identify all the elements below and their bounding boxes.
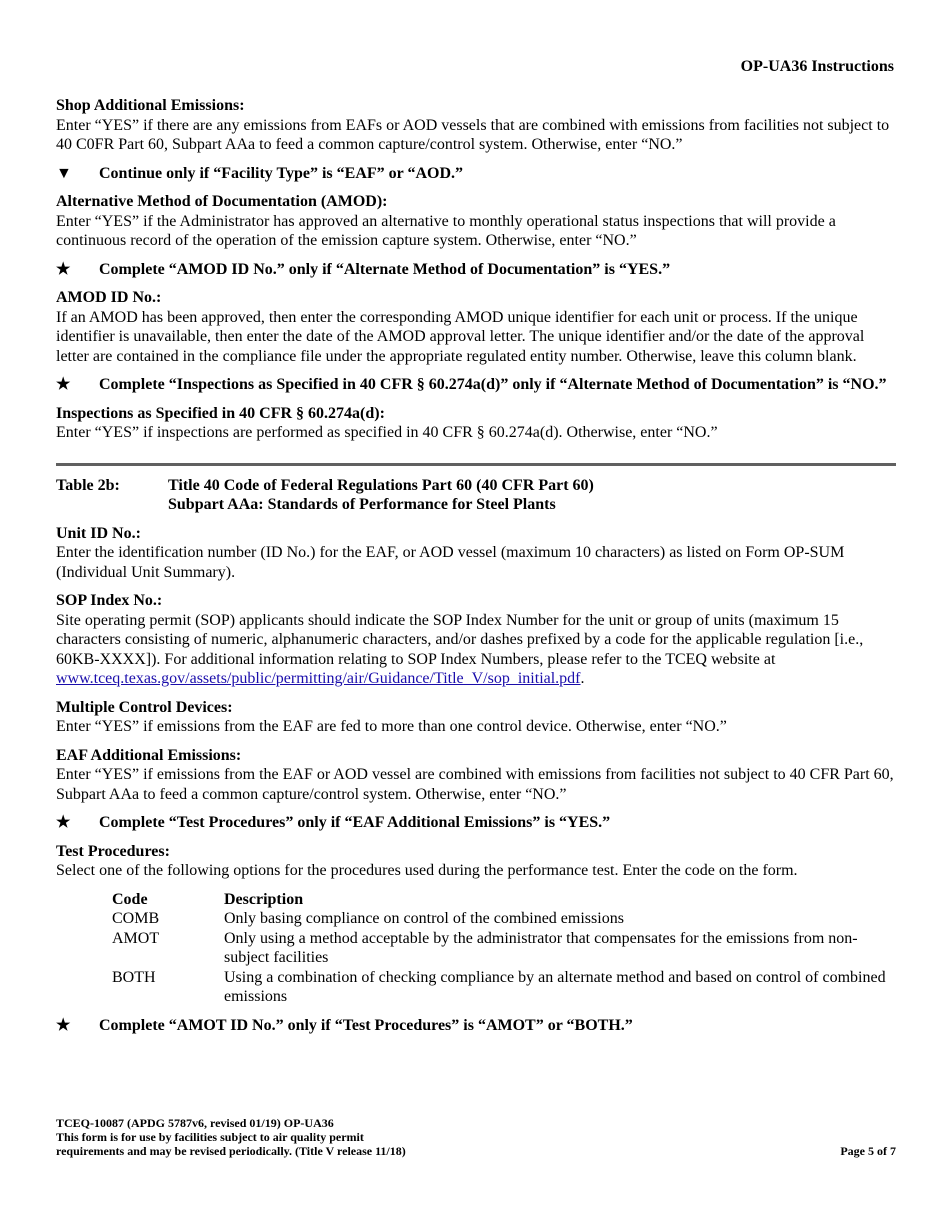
page-footer xyxy=(56,1116,896,1158)
section-amod-id xyxy=(56,288,896,366)
table-title-line2: Subpart AAa: Standards of Performance for Steel Plants xyxy=(168,496,556,513)
section-body: Enter “YES” if there are any emissions from EAFs or AOD vessels that are combined with emissions from facilities not subject to 40 C0FR Part 60, Subpart AAa to feed a common capture/control system. Otherwise, enter “NO.” xyxy=(56,116,890,153)
page-number: Page 5 of 7 xyxy=(840,1144,896,1158)
note-text: Complete “AMOD ID No.” only if “Alternate Method of Documentation” is “YES.” xyxy=(99,260,671,278)
section-heading: Unit ID No.: xyxy=(56,524,141,542)
section-body-tail: . xyxy=(580,670,585,687)
section-test-procedures xyxy=(56,842,896,881)
section-heading: Shop Additional Emissions: xyxy=(56,97,245,114)
table-label: Table 2b: xyxy=(56,476,120,494)
section-body: Enter “YES” if the Administrator has approved an alternative to monthly operational status inspections that will provide a continuous record of the operation of the emission capture system. Otherwise, enter “NO.” xyxy=(56,212,836,249)
section-heading: SOP Index No.: xyxy=(56,592,163,609)
star-icon: ★ xyxy=(56,260,71,278)
section-heading: Inspections as Specified in 40 CFR § 60.274a(d): xyxy=(56,404,385,422)
section-body: If an AMOD has been approved, then enter the corresponding AMOD unique identifier for each unit or process. If the unique identifier is unavailable, then enter the date of the AMOD approval letter. The unique identifier and/or the date of the approval letter are contained in the compliance file under the appropriate regulated entity number. Otherwise, leave this column blank. xyxy=(56,308,865,365)
section-body: Select one of the following options for the procedures used during the performance test. Enter the code on the form. xyxy=(56,862,798,879)
section-heading: Multiple Control Devices: xyxy=(56,698,233,716)
section-shop-additional-emissions xyxy=(56,96,896,155)
description-cell: Using a combination of checking compliance by an alternate method and based on control of combined emissions xyxy=(224,968,886,1005)
table-title-line1: Title 40 Code of Federal Regulations Part 60 (40 CFR Part 60) xyxy=(168,476,594,494)
footer-line3: requirements and may be revised periodically. (Title V release 11/18) xyxy=(56,1144,406,1158)
section-divider xyxy=(56,463,896,466)
section-heading: EAF Additional Emissions: xyxy=(56,746,242,764)
note-test-procedures xyxy=(56,813,896,833)
code-column-header: Code xyxy=(112,890,148,908)
star-icon: ★ xyxy=(56,1016,71,1034)
note-text: Complete “AMOT ID No.” only if “Test Procedures” is “AMOT” or “BOTH.” xyxy=(99,1016,633,1034)
page-header-title: OP-UA36 Instructions xyxy=(740,58,894,75)
section-body: Enter “YES” if inspections are performed as specified in 40 CFR § 60.274a(d). Otherwise, enter “NO.” xyxy=(56,424,718,441)
section-amod xyxy=(56,192,896,251)
section-heading: AMOD ID No.: xyxy=(56,289,162,306)
star-icon: ★ xyxy=(56,376,71,393)
table-row xyxy=(112,968,896,1007)
section-body: Enter “YES” if emissions from the EAF or AOD vessel are combined with emissions from facilities not subject to 40 CFR Part 60, Subpart AAa to feed a common capture/control system. Otherwise, enter “NO.” xyxy=(56,766,894,803)
section-unit-id xyxy=(56,524,896,583)
code-table-header xyxy=(112,890,896,910)
section-multiple-control-devices xyxy=(56,698,896,737)
table-title-text xyxy=(168,476,594,515)
description-column-header: Description xyxy=(224,890,304,908)
section-eaf-additional-emissions xyxy=(56,746,896,805)
section-inspections xyxy=(56,404,896,443)
note-inspections xyxy=(56,375,896,395)
section-heading: Alternative Method of Documentation (AMOD): xyxy=(56,193,388,210)
section-body-text: Site operating permit (SOP) applicants should indicate the SOP Index Number for the unit or group of units (maximum 15 characters consisting of numeric, alphanumeric characters, and/or dashes prefixed by a code for the applicable regulation [i.e., 60KB-XXXX]). For additional information relating to SOP Index Numbers, please refer to the TCEQ website at xyxy=(56,611,864,668)
section-heading: Test Procedures: xyxy=(56,842,170,860)
section-body: Enter “YES” if emissions from the EAF are fed to more than one control device. Otherwise, enter “NO.” xyxy=(56,718,727,735)
note-text: Continue only if “Facility Type” is “EAF” or “AOD.” xyxy=(99,164,464,182)
code-table xyxy=(112,890,896,1007)
note-text: Complete “Inspections as Specified in 40 CFR § 60.274a(d)” only if “Alternate Method of Documentation” is “NO.” xyxy=(99,376,887,393)
code-cell: AMOT xyxy=(112,929,160,947)
note-amot-id xyxy=(56,1016,896,1036)
description-cell: Only basing compliance on control of the combined emissions xyxy=(224,910,624,927)
table-2b-title xyxy=(56,476,896,515)
table-row xyxy=(112,909,896,929)
note-text: Complete “Test Procedures” only if “EAF Additional Emissions” is “YES.” xyxy=(99,814,611,831)
note-amod-id xyxy=(56,260,896,280)
footer-line2: This form is for use by facilities subject to air quality permit xyxy=(56,1130,364,1144)
document-body xyxy=(56,96,896,1044)
section-body: Enter the identification number (ID No.) for the EAF, or AOD vessel (maximum 10 characters) as listed on Form OP-SUM (Individual Unit Summary). xyxy=(56,544,845,581)
down-triangle-icon: ▼ xyxy=(56,164,72,182)
description-cell: Only using a method acceptable by the administrator that compensates for the emissions from non-subject facilities xyxy=(224,929,858,966)
footer-form-id: TCEQ-10087 (APDG 5787v6, revised 01/19) OP-UA36 xyxy=(56,1116,334,1130)
section-body xyxy=(56,611,896,689)
section-sop-index xyxy=(56,591,896,689)
code-cell: BOTH xyxy=(112,968,156,986)
table-row xyxy=(112,929,896,968)
star-icon: ★ xyxy=(56,814,71,831)
note-continue xyxy=(56,164,896,184)
code-cell: COMB xyxy=(112,910,160,927)
sop-initial-link[interactable]: www.tceq.texas.gov/assets/public/permitting/air/Guidance/Title_V/sop_initial.pdf xyxy=(56,670,581,687)
